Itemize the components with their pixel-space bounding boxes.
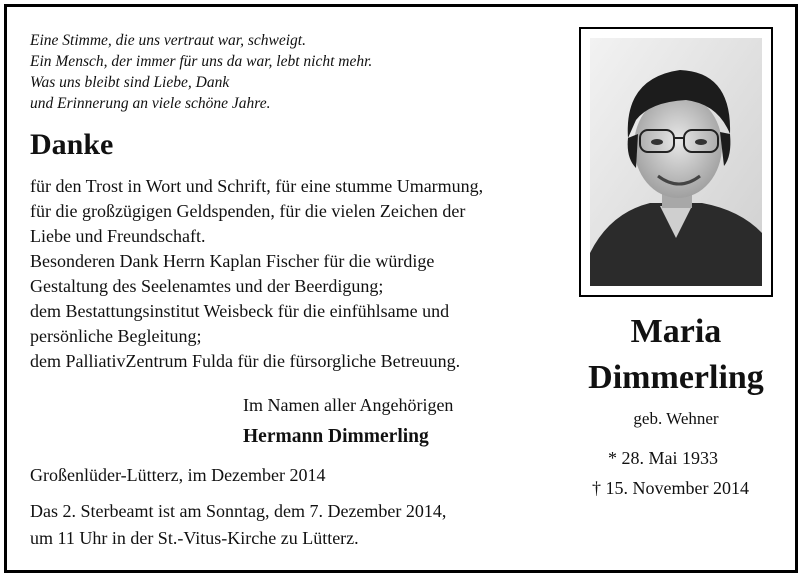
notice-line: um 11 Uhr in der St.-Vitus-Kirche zu Lütterz. xyxy=(30,528,359,548)
deceased-first-name: Maria xyxy=(630,313,722,350)
poem-line: Eine Stimme, die uns vertraut war, schweigt. xyxy=(30,32,306,49)
thanks-line: Liebe und Freundschaft. xyxy=(30,226,206,246)
notice-line: Das 2. Sterbeamt ist am Sonntag, dem 7. Dezember 2014, xyxy=(30,501,447,521)
poem-line: Was uns bleibt sind Liebe, Dank xyxy=(30,74,230,91)
thanks-line: dem PalliativZentrum Fulda für die fürsorgliche Betreuung. xyxy=(30,351,461,371)
thanks-line: Besonderen Dank Herrn Kaplan Fischer für die würdige xyxy=(30,251,435,271)
signature-intro: Im Namen aller Angehörigen xyxy=(243,395,454,415)
thanks-text xyxy=(30,174,483,374)
poem-line: Ein Mensch, der immer für uns da war, lebt nicht mehr. xyxy=(30,53,373,70)
deceased-last-name: Dimmerling xyxy=(588,359,764,396)
thanks-line: persönliche Begleitung; xyxy=(30,326,202,346)
portrait-frame xyxy=(579,27,773,297)
portrait-image xyxy=(590,38,762,286)
death-date: † 15. November 2014 xyxy=(592,478,749,498)
poem xyxy=(30,30,372,114)
heading: Danke xyxy=(30,128,114,161)
portrait-photo xyxy=(590,38,762,286)
place-date: Großenlüder-Lütterz, im Dezember 2014 xyxy=(30,465,326,485)
signature-name: Hermann Dimmerling xyxy=(243,426,429,447)
thanks-line: für den Trost in Wort und Schrift, für eine stumme Umarmung, xyxy=(30,176,484,196)
poem-line: und Erinnerung an viele schöne Jahre. xyxy=(30,95,271,112)
thanks-line: für die großzügigen Geldspenden, für die vielen Zeichen der xyxy=(30,201,466,221)
service-notice xyxy=(30,498,446,552)
thanks-line: dem Bestattungsinstitut Weisbeck für die einfühlsame und xyxy=(30,301,450,321)
thanks-line: Gestaltung des Seelenamtes und der Beerdigung; xyxy=(30,276,384,296)
birth-date: * 28. Mai 1933 xyxy=(608,448,718,468)
maiden-name: geb. Wehner xyxy=(633,409,719,428)
